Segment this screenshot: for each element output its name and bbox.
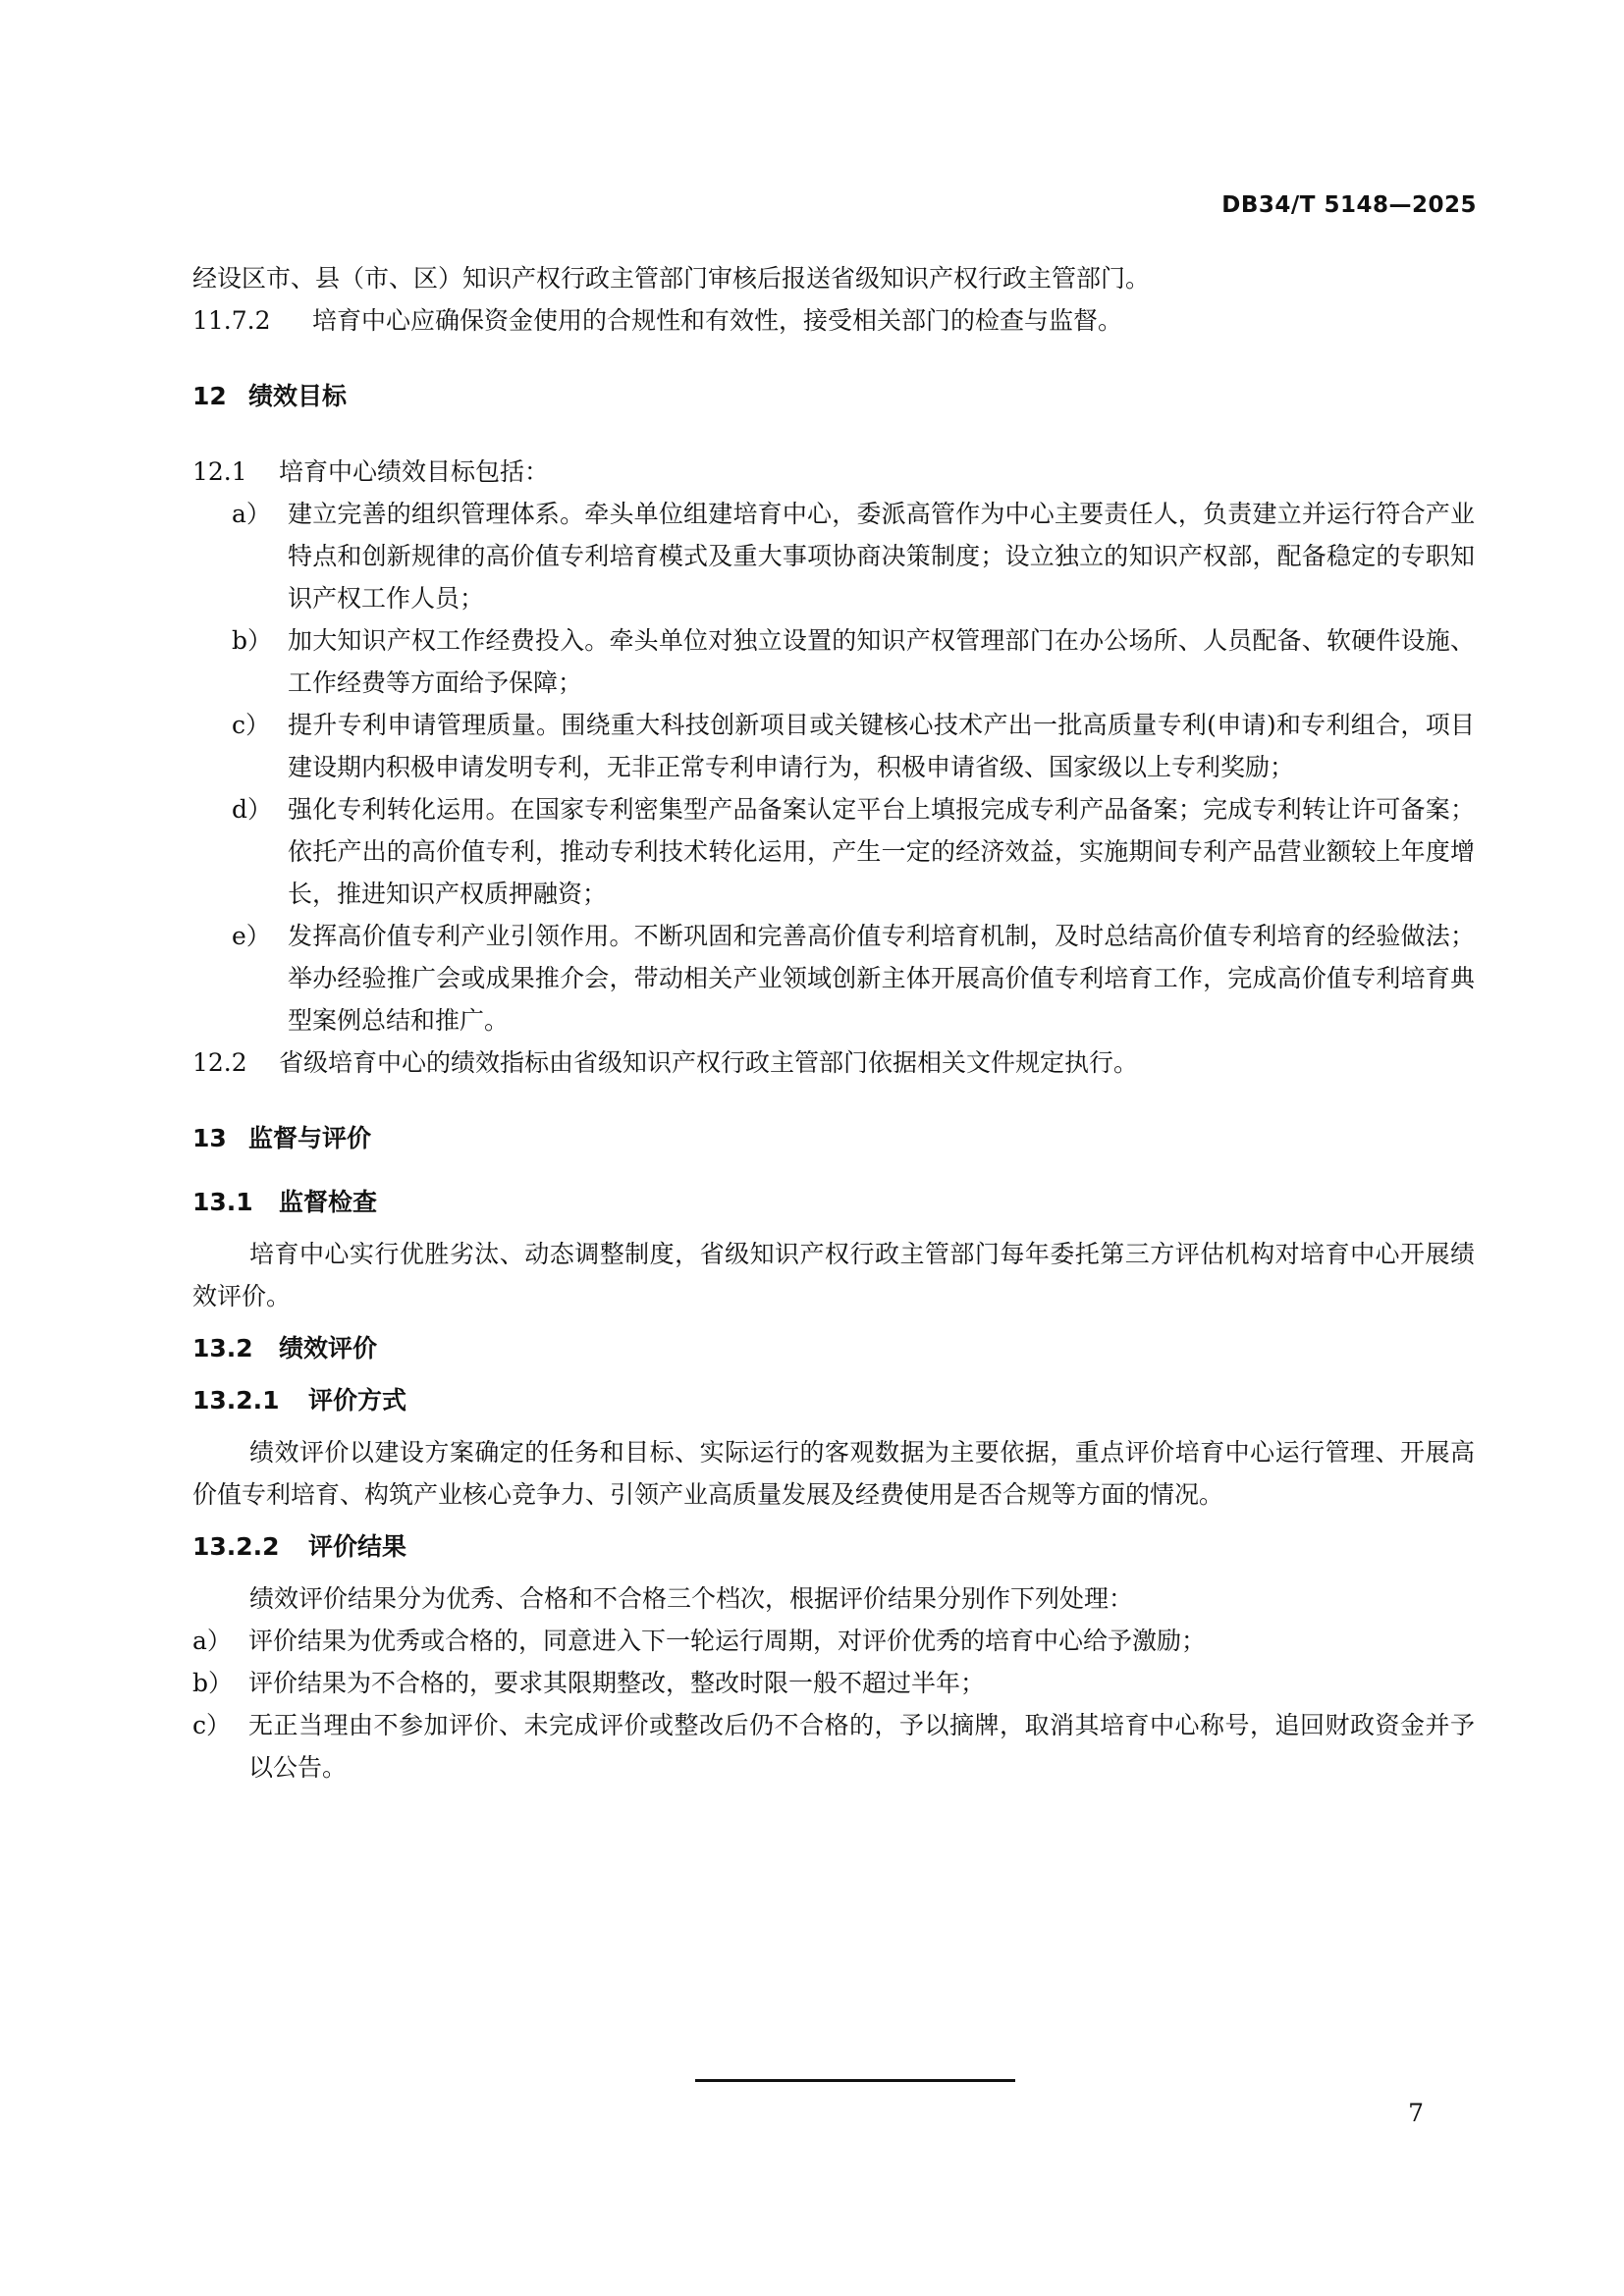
- clause-number: 11.7.2: [192, 306, 271, 335]
- clause-text: 培育中心应确保资金使用的合规性和有效性，接受相关部门的检查与监督。: [312, 306, 1123, 335]
- clause-13-2-heading: [192, 1327, 1475, 1369]
- list-label: a）: [232, 500, 271, 528]
- page-number: 7: [1408, 2099, 1424, 2127]
- clause-12-2: [192, 1041, 1475, 1084]
- list-label: a）: [192, 1627, 232, 1655]
- list-label: e）: [232, 922, 271, 950]
- section-12-heading: [192, 375, 1475, 417]
- clause-number: 13.1: [192, 1188, 253, 1216]
- clause-number: 13.2: [192, 1334, 253, 1362]
- performance-goals-list: [232, 493, 1475, 1041]
- list-text: 评价结果为优秀或合格的，同意进入下一轮运行周期，对评价优秀的培育中心给予激励；: [248, 1627, 1207, 1655]
- list-item: [192, 1662, 1475, 1704]
- clause-13-2-2-paragraph: 绩效评价结果分为优秀、合格和不合格三个档次，根据评价结果分别作下列处理：: [249, 1584, 1134, 1613]
- document-code: DB34/T 5148—2025: [1221, 192, 1477, 218]
- section-number: 13: [192, 1124, 227, 1152]
- clause-title: 监督检查: [279, 1188, 378, 1216]
- list-label: b）: [192, 1669, 234, 1697]
- clause-title: 评价结果: [308, 1532, 407, 1561]
- clause-12-1: [192, 451, 1475, 493]
- list-label: b）: [232, 626, 273, 655]
- clause-title: 评价方式: [308, 1386, 407, 1415]
- clause-number: 12.1: [192, 457, 247, 486]
- continuation-paragraph: 经设区市、县（市、区）知识产权行政主管部门审核后报送省级知识产权行政主管部门。: [192, 264, 1151, 293]
- page-content: [192, 257, 1475, 1789]
- section-13-heading: [192, 1117, 1475, 1159]
- list-item: [192, 1704, 1475, 1789]
- list-text: 加大知识产权工作经费投入。牵头单位对独立设置的知识产权管理部门在办公场所、人员配备、软硬件设施、工作经费等方面给予保障；: [288, 626, 1475, 697]
- list-item: [192, 1620, 1475, 1662]
- clause-number: 13.2.1: [192, 1386, 280, 1415]
- list-label: c）: [192, 1711, 232, 1739]
- section-title: 监督与评价: [248, 1124, 372, 1152]
- list-item: [232, 493, 1475, 619]
- clause-title: 绩效评价: [279, 1334, 378, 1362]
- clause-text: 培育中心绩效目标包括：: [279, 457, 550, 486]
- list-item: [232, 788, 1475, 915]
- list-label: c）: [232, 711, 271, 739]
- section-title: 绩效目标: [248, 382, 348, 410]
- clause-13-1-paragraph: 培育中心实行优胜劣汰、动态调整制度，省级知识产权行政主管部门每年委托第三方评估机构对培育中心开展绩效评价。: [192, 1240, 1475, 1310]
- list-text: 无正当理由不参加评价、未完成评价或整改后仍不合格的，予以摘牌，取消其培育中心称号，追回财政资金并予以公告。: [248, 1711, 1475, 1782]
- list-item: [232, 704, 1475, 788]
- list-item: [232, 915, 1475, 1041]
- list-text: 评价结果为不合格的，要求其限期整改，整改时限一般不超过半年；: [248, 1669, 986, 1697]
- clause-number: 13.2.2: [192, 1532, 280, 1561]
- evaluation-results-list: [192, 1620, 1475, 1789]
- clause-13-2-1-paragraph: 绩效评价以建设方案确定的任务和目标、实际运行的客观数据为主要依据，重点评价培育中心运行管理、开展高价值专利培育、构筑产业核心竞争力、引领产业高质量发展及经费使用是否合规等方面的情况。: [192, 1438, 1475, 1509]
- clause-13-1-heading: [192, 1181, 1475, 1223]
- clause-text: 省级培育中心的绩效指标由省级知识产权行政主管部门依据相关文件规定执行。: [279, 1048, 1139, 1077]
- section-number: 12: [192, 382, 227, 410]
- list-text: 强化专利转化运用。在国家专利密集型产品备案认定平台上填报完成专利产品备案；完成专利转让许可备案；依托产出的高价值专利，推动专利技术转化运用，产生一定的经济效益，实施期间专利产品营业额较上年度增长，推进知识产权质押融资；: [288, 795, 1475, 908]
- clause-number: 12.2: [192, 1048, 247, 1077]
- list-text: 提升专利申请管理质量。围绕重大科技创新项目或关键核心技术产出一批高质量专利(申请)和专利组合，项目建设期内积极申请发明专利，无非正常专利申请行为，积极申请省级、国家级以上专利奖励；: [288, 711, 1475, 781]
- clause-11-7-2: [192, 299, 1475, 342]
- list-text: 发挥高价值专利产业引领作用。不断巩固和完善高价值专利培育机制，及时总结高价值专利培育的经验做法；举办经验推广会或成果推介会，带动相关产业领域创新主体开展高价值专利培育工作，完成高价值专利培育典型案例总结和推广。: [288, 922, 1475, 1035]
- list-label: d）: [232, 795, 273, 824]
- clause-13-2-1-heading: [192, 1379, 1475, 1421]
- list-text: 建立完善的组织管理体系。牵头单位组建培育中心，委派高管作为中心主要责任人，负责建立并运行符合产业特点和创新规律的高价值专利培育模式及重大事项协商决策制度；设立独立的知识产权部，配备稳定的专职知识产权工作人员；: [288, 500, 1475, 613]
- footer-rule: [695, 2079, 1015, 2082]
- clause-13-2-2-heading: [192, 1525, 1475, 1568]
- list-item: [232, 619, 1475, 704]
